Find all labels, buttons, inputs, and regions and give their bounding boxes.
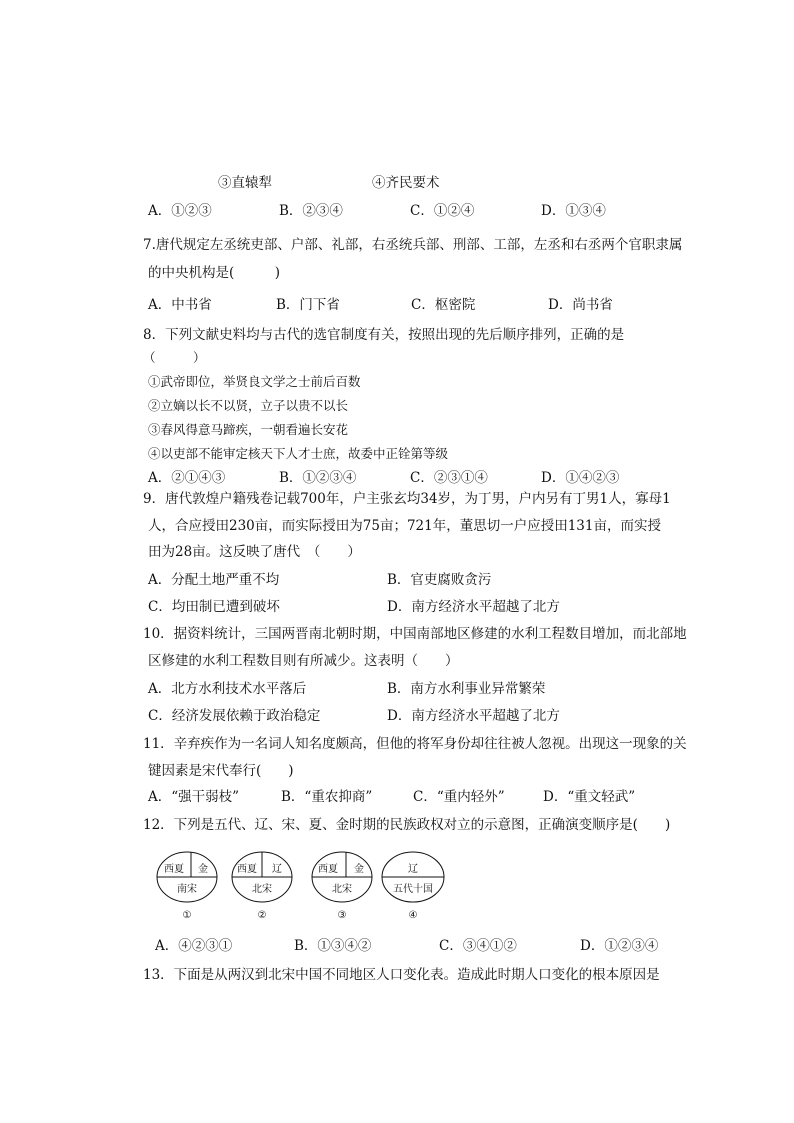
q9-stem-line-3: 田为28亩。这反映了唐代 （ ） (148, 544, 361, 560)
q12-option-b[interactable]: B．①③④② (294, 938, 372, 954)
diagram-2-number: ② (257, 910, 267, 921)
regime-diagrams (155, 850, 455, 925)
diagram-3-number: ③ (337, 910, 347, 921)
diagram-1-top-left: 西夏 (164, 864, 184, 875)
q8-option-a[interactable]: A．②①④③ (148, 470, 226, 486)
q11-stem-line-2: 键因素是宋代奉行( ) (148, 763, 294, 779)
q11-option-c[interactable]: C．“重内轻外” (413, 789, 505, 805)
q6-option-a[interactable]: A．①②③ (148, 203, 212, 219)
diagram-3-bottom: 北宋 (332, 884, 352, 895)
regime-diagram-2[interactable] (232, 852, 292, 921)
q12-option-a[interactable]: A．④②③① (155, 938, 233, 954)
q10-option-d[interactable]: D．南方经济水平超越了北方 (387, 708, 560, 724)
q10-option-a[interactable]: A．北方水利技术水平落后 (148, 681, 307, 697)
q9-option-c[interactable]: C．均田制已遭到破坏 (148, 599, 280, 615)
q9-option-a[interactable]: A．分配土地严重不均 (148, 572, 280, 588)
diagram-3-top-right: 金 (354, 864, 364, 875)
q12-option-d[interactable]: D．①②③④ (580, 938, 659, 954)
q7-option-b[interactable]: B．门下省 (276, 297, 340, 313)
q10-stem-line-2: 区修建的水利工程数目则有所减少。这表明（ ） (148, 653, 459, 669)
regime-diagram-1[interactable] (157, 852, 217, 921)
q8-stem-line-1: 8．下列文献史料均与古代的选官制度有关，按照出现的先后顺序排列，正确的是 (143, 327, 625, 343)
q11-option-a[interactable]: A．“强干弱枝” (148, 789, 240, 805)
q7-option-a[interactable]: A．中书省 (148, 297, 212, 313)
diagram-4-bottom: 五代十国 (393, 884, 433, 895)
q8-item-3: ③春风得意马蹄疾，一朝看遍长安花 (148, 422, 349, 437)
diagram-1-top-right: 金 (198, 864, 208, 875)
diagram-3-top-left: 西夏 (318, 864, 338, 875)
q8-item-1: ①武帝即位，举贤良文学之士前后百数 (148, 374, 361, 389)
q9-stem-line-1: 9．唐代敦煌户籍残卷记载700年，户主张玄均34岁，为丁男，户内另有丁男1人，寡母1 (143, 491, 671, 507)
q11-option-b[interactable]: B．“重农抑商” (281, 789, 373, 805)
diagram-2-top-right: 辽 (272, 864, 282, 875)
regime-diagram-4[interactable] (382, 852, 444, 921)
q7-stem-line-1: 7.唐代规定左丞统吏部、户部、礼部，右丞统兵部、刑部、工部，左丞和右丞两个官职隶属 (143, 237, 683, 253)
q7-stem-line-2: 的中央机构是( ) (148, 265, 281, 281)
q9-option-d[interactable]: D．南方经济水平超越了北方 (387, 599, 560, 615)
q8-option-c[interactable]: C．②③①④ (410, 470, 488, 486)
q6-option-c[interactable]: C．①②④ (410, 203, 475, 219)
q10-option-c[interactable]: C．经济发展依赖于政治稳定 (148, 708, 321, 724)
diagram-1-bottom: 南宋 (177, 884, 197, 895)
q6-option-d[interactable]: D．①③④ (541, 203, 606, 219)
q6-option-b[interactable]: B．②③④ (279, 203, 343, 219)
regime-diagram-3[interactable] (312, 852, 372, 921)
q13-stem-line-1: 13．下面是从两汉到北宋中国不同地区人口变化表。造成此时期人口变化的根本原因是 (143, 967, 660, 983)
diagram-4-top: 辽 (408, 864, 418, 875)
q12-stem-line-1: 12．下列是五代、辽、宋、夏、金时期的民族政权对立的示意图，正确演变顺序是( ) (143, 817, 671, 833)
diagram-4-number: ④ (408, 910, 418, 921)
diagram-2-bottom: 北宋 (252, 884, 272, 895)
q11-stem-line-1: 11．辛弃疾作为一名词人知名度颇高，但他的将军身份却往往被人忽视。出现这一现象的关 (143, 736, 687, 752)
q6-item-4: ④齐民要术 (372, 175, 440, 191)
q9-option-b[interactable]: B．官吏腐败贪污 (387, 572, 492, 588)
q8-item-4: ④以吏部不能审定核天下人才士庶，故委中正铨第等级 (148, 446, 449, 461)
diagram-2-top-left: 西夏 (237, 864, 257, 875)
q11-option-d[interactable]: D．“重文轻武” (543, 789, 636, 805)
q9-stem-line-2: 人，合应授田230亩，而实际授田为75亩；721年，董思切一户应授田131亩，而实授 (148, 518, 661, 534)
q8-option-b[interactable]: B．①②③④ (279, 470, 357, 486)
q8-option-d[interactable]: D．①④②③ (541, 470, 620, 486)
q7-option-d[interactable]: D．尚书省 (548, 297, 613, 313)
q6-item-3: ③直辕犁 (218, 175, 272, 191)
q10-option-b[interactable]: B．南方水利事业异常繁荣 (387, 681, 546, 697)
q12-option-c[interactable]: C．③④①② (439, 938, 517, 954)
q10-stem-line-1: 10．据资料统计，三国两晋南北朝时期，中国南部地区修建的水利工程数目增加，而北部地 (143, 626, 687, 642)
diagram-1-number: ① (182, 910, 192, 921)
q8-item-2: ②立嫡以长不以贤，立子以贵不以长 (148, 398, 349, 413)
q8-answer-paren: （ ） (143, 350, 206, 365)
q7-option-c[interactable]: C．枢密院 (411, 297, 476, 313)
